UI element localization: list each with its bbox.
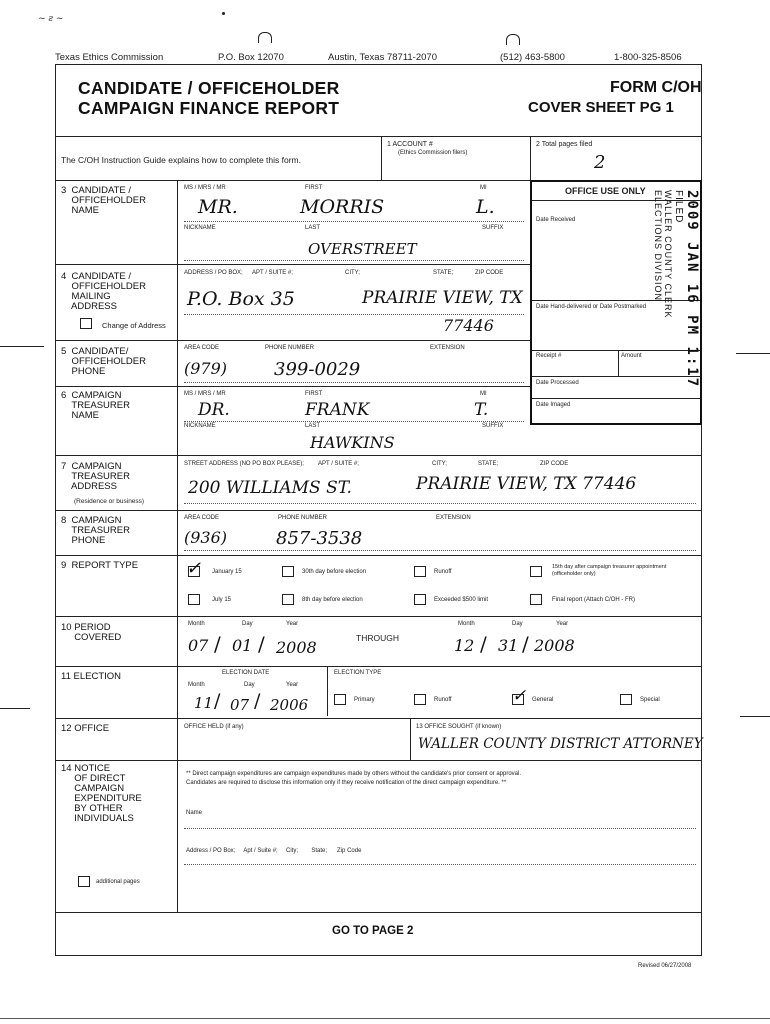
margin-mark (736, 353, 770, 354)
period-from-year-label: Year (286, 621, 299, 627)
sec4-addr-label: ADDRESS / PO BOX; (184, 270, 243, 276)
sec7-apt-label: APT / SUITE #; (318, 461, 359, 467)
change-of-address-checkbox[interactable] (80, 318, 92, 329)
rule (55, 455, 702, 456)
agency-phone: (512) 463-5800 (500, 52, 565, 63)
rule (55, 718, 702, 719)
sec8-ext-label: EXTENSION (436, 515, 471, 521)
rule (410, 718, 411, 760)
rule (381, 136, 382, 180)
account-label: 1 ACCOUNT # (387, 141, 433, 148)
period-to-day-label: Day (512, 621, 523, 627)
sec3-last-label: LAST (305, 225, 321, 231)
election-general-check-mark: ✓ (512, 686, 527, 706)
rule (55, 510, 702, 511)
period-from-day-label: Day (242, 621, 253, 627)
sec6-ms-label: MS / MRS / MR (184, 391, 226, 397)
dotted-line (184, 550, 696, 551)
report-type-january-label: January 15 (212, 569, 242, 575)
candidate-phone: 399-0029 (274, 359, 361, 380)
margin-mark (740, 716, 770, 717)
stamp-clerk: WALLER COUNTY CLERK (663, 190, 673, 319)
sec7-state-label: STATE; (478, 461, 499, 467)
period-from-year: 2008 (276, 638, 317, 657)
instruction-text: The C/OH Instruction Guide explains how to complete this form. (61, 155, 301, 165)
period-to-year: 2008 (534, 636, 575, 655)
report-type-15th-label: 15th day after campaign treasurer appointment (officeholder only) (552, 564, 667, 577)
sec5-ext-label: EXTENSION (430, 345, 465, 351)
total-pages-value: 2 (594, 152, 606, 173)
rule (55, 340, 530, 341)
rule (55, 386, 530, 387)
hole-punch-mark (506, 34, 520, 45)
cover-sheet-label: COVER SHEET PG 1 (528, 99, 674, 116)
report-type-runoff-checkbox[interactable] (414, 566, 426, 577)
treasurer-area-code: (936) (184, 528, 228, 547)
sec5-label: 5 CANDIDATE/ OFFICEHOLDER PHONE (61, 346, 146, 377)
sec5-area-label: AREA CODE (184, 345, 220, 351)
form-id: FORM C/OH (610, 79, 702, 96)
period-to-day: 31 (498, 636, 519, 655)
sec6-label: 6 CAMPAIGN TREASURER NAME (61, 390, 130, 421)
rule (530, 136, 531, 180)
filed-stamp (640, 190, 700, 410)
sec6-nick-label: NICKNAME (184, 423, 216, 429)
sec4-label: 4 CANDIDATE / OFFICEHOLDER MAILING ADDRESS (61, 271, 146, 312)
sec4-state-label: STATE; (433, 270, 454, 276)
dotted-line (184, 260, 524, 261)
dotted-line (184, 503, 696, 504)
election-year-label: Year (286, 682, 299, 688)
notice-line1: ** Direct campaign expenditures are campaign expenditures made by others without the candidate's prior consent or approval. (186, 771, 522, 777)
period-sep: / (522, 632, 529, 656)
rule (55, 760, 702, 761)
election-sep: / (254, 690, 261, 712)
period-to-year-label: Year (556, 621, 569, 627)
sec4-zip-label: ZIP CODE (475, 270, 504, 276)
election-date-label: ELECTION DATE (222, 670, 270, 676)
candidate-mi: L. (476, 196, 495, 218)
amount-label: Amount (621, 353, 642, 359)
date-processed-label: Date Processed (536, 380, 579, 386)
revised-date: Revised 06/27/2008 (638, 963, 692, 969)
report-type-8th-checkbox[interactable] (282, 594, 294, 605)
dotted-line (184, 382, 524, 383)
sec6-suffix-label: SUFFIX (482, 423, 504, 429)
margin-mark (0, 346, 44, 347)
sec3-first-label: FIRST (305, 185, 323, 191)
candidate-prefix: MR. (198, 196, 238, 218)
period-from-month: 07 (188, 636, 209, 655)
sec5-phone-label: PHONE NUMBER (265, 345, 315, 351)
total-pages-label: 2 Total pages filed (536, 141, 593, 148)
election-primary-checkbox[interactable] (334, 694, 346, 705)
sec7-city-label: CITY; (432, 461, 447, 467)
sec10-label: 10 PERIOD COVERED (61, 622, 122, 643)
election-runoff-checkbox[interactable] (414, 694, 426, 705)
dotted-line (184, 421, 524, 422)
dotted-line (184, 828, 696, 829)
office-held-label: OFFICE HELD (if any) (184, 724, 244, 730)
candidate-address: P.O. Box 35 (187, 288, 295, 310)
election-sep: / (214, 690, 221, 712)
period-sep: / (258, 632, 265, 656)
additional-pages-label: additional pages (96, 879, 140, 885)
sec3-suffix-label: SUFFIX (482, 225, 504, 231)
election-year: 2006 (270, 696, 309, 714)
hole-punch-mark (258, 32, 272, 43)
change-of-address-label: Change of Address (102, 321, 166, 330)
account-sub: (Ethics Commission filers) (398, 150, 468, 156)
sec11-label: 11 ELECTION (61, 671, 122, 682)
sec3-nick-label: NICKNAME (184, 225, 216, 231)
report-type-check-mark: ✓ (186, 558, 202, 579)
through-label: THROUGH (356, 633, 399, 643)
receipt-label: Receipt # (536, 353, 562, 359)
go-to-page-2: GO TO PAGE 2 (332, 925, 414, 937)
dotted-line (184, 221, 524, 222)
election-runoff-label: Runoff (434, 697, 452, 703)
sec12-label: 12 OFFICE (61, 723, 110, 734)
rule (55, 912, 702, 913)
report-type-july-checkbox[interactable] (188, 594, 200, 605)
rule (55, 136, 702, 137)
dotted-line (184, 314, 524, 315)
sec6-last-label: LAST (305, 423, 321, 429)
period-sep: / (214, 632, 221, 656)
candidate-city-state: PRAIRIE VIEW, TX (362, 288, 523, 308)
election-special-label: Special (640, 697, 660, 703)
election-month-label: Month (188, 682, 205, 688)
date-imaged-label: Date Imaged (536, 402, 571, 408)
sec6-mi-label: MI (480, 391, 487, 397)
additional-pages-checkbox[interactable] (78, 876, 90, 887)
report-type-exceeded-checkbox[interactable] (414, 594, 426, 605)
election-primary-label: Primary (354, 697, 375, 703)
candidate-first-name: MORRIS (300, 196, 385, 218)
candidate-zip: 77446 (443, 316, 494, 335)
sec14-label: 14 NOTICE OF DIRECT CAMPAIGN EXPENDITURE BY OTHER INDIVIDUALS (61, 763, 142, 824)
rule (177, 180, 178, 912)
stamp-filed: FILED (673, 190, 684, 224)
period-sep: / (480, 632, 487, 656)
sec3-mi-label: MI (480, 185, 487, 191)
period-to-month-label: Month (458, 621, 475, 627)
treasurer-mi: T. (474, 400, 489, 420)
sec7-sub: (Residence or business) (74, 498, 145, 505)
margin-mark (0, 708, 30, 709)
form-title-line2: CAMPAIGN FINANCE REPORT (78, 98, 340, 118)
notice-name-label: Name (186, 810, 203, 816)
treasurer-prefix: DR. (198, 400, 230, 420)
agency-tollfree: 1-800-325-8506 (614, 52, 682, 63)
agency-name: Texas Ethics Commission (55, 52, 164, 63)
hand-delivered-label: Date Hand-delivered or Date Postmarked (536, 304, 647, 310)
page-edge (0, 1018, 770, 1019)
sec7-label: 7 CAMPAIGN TREASURER ADDRESS (61, 461, 130, 492)
sec4-apt-label: APT / SUITE #; (252, 270, 293, 276)
sec3-ms-label: MS / MRS / MR (184, 185, 226, 191)
election-month: 11 (194, 694, 214, 712)
report-type-8th-label: 8th day before election (302, 597, 363, 603)
sec4-city-label: CITY; (345, 270, 360, 276)
form-title-line1: CANDIDATE / OFFICEHOLDER (78, 78, 340, 98)
rule (327, 666, 328, 716)
treasurer-phone: 857-3538 (276, 528, 363, 549)
sec9-label: 9 REPORT TYPE (61, 560, 139, 571)
notice-line2: Candidates are required to disclose this information only if they receive notification of the direct campaign expenditure. ** (186, 780, 507, 786)
report-type-15th-checkbox[interactable] (530, 566, 542, 577)
stamp-date: 2009 JAN 16 PM 1:17 (684, 190, 700, 389)
treasurer-last-name: HAWKINS (310, 433, 395, 452)
sec3-label: 3 CANDIDATE / OFFICEHOLDER NAME (61, 185, 146, 216)
period-to-month: 12 (454, 636, 475, 655)
dotted-line (184, 864, 696, 865)
scan-mark: ~ ƨ ~ (38, 14, 64, 24)
agency-city: Austin, Texas 78711-2070 (328, 52, 437, 63)
office-use-title: OFFICE USE ONLY (565, 186, 646, 196)
report-type-30th-label: 30th day before election (302, 569, 367, 575)
rule (618, 350, 619, 376)
sec8-area-label: AREA CODE (184, 515, 220, 521)
treasurer-first-name: FRANK (305, 400, 370, 420)
treasurer-street: 200 WILLIAMS ST. (188, 478, 352, 498)
date-received-label: Date Received (536, 217, 576, 223)
report-type-final-label: Final report (Attach C/OH - FR) (552, 597, 636, 603)
election-day: 07 (230, 696, 250, 714)
election-type-label: ELECTION TYPE (334, 670, 382, 676)
sec7-zip-label: ZIP CODE (540, 461, 569, 467)
election-day-label: Day (244, 682, 255, 688)
report-type-exceeded-label: Exceeded $500 limit (434, 597, 489, 603)
sec8-phone-label: PHONE NUMBER (278, 515, 328, 521)
rule (55, 616, 702, 617)
sec7-street-label: STREET ADDRESS (NO PO BOX PLEASE); (184, 461, 304, 467)
report-type-runoff-label: Runoff (434, 569, 452, 575)
report-type-final-checkbox[interactable] (530, 594, 542, 605)
notice-address-label: Address / PO Box; Apt / Suite #; City; State; Zip Code (186, 848, 362, 854)
sec8-label: 8 CAMPAIGN TREASURER PHONE (61, 515, 130, 546)
office-sought-label: 13 OFFICE SOUGHT (if known) (416, 724, 502, 730)
report-type-30th-checkbox[interactable] (282, 566, 294, 577)
rule (55, 264, 530, 265)
rule (55, 555, 702, 556)
election-general-label: General (532, 697, 554, 703)
period-from-day: 01 (232, 636, 253, 655)
period-from-month-label: Month (188, 621, 205, 627)
sec6-first-label: FIRST (305, 391, 323, 397)
scan-dot (222, 12, 225, 15)
report-type-july-label: July 15 (212, 597, 232, 603)
treasurer-city-state-zip: PRAIRIE VIEW, TX 77446 (416, 474, 637, 494)
election-special-checkbox[interactable] (620, 694, 632, 705)
candidate-area-code: (979) (184, 359, 228, 378)
rule (55, 666, 702, 667)
agency-pobox: P.O. Box 12070 (218, 52, 284, 63)
candidate-last-name: OVERSTREET (308, 240, 417, 258)
stamp-division: ELECTIONS DIVISION (653, 190, 663, 302)
office-sought-value: WALLER COUNTY DISTRICT ATTORNEY (418, 736, 703, 752)
